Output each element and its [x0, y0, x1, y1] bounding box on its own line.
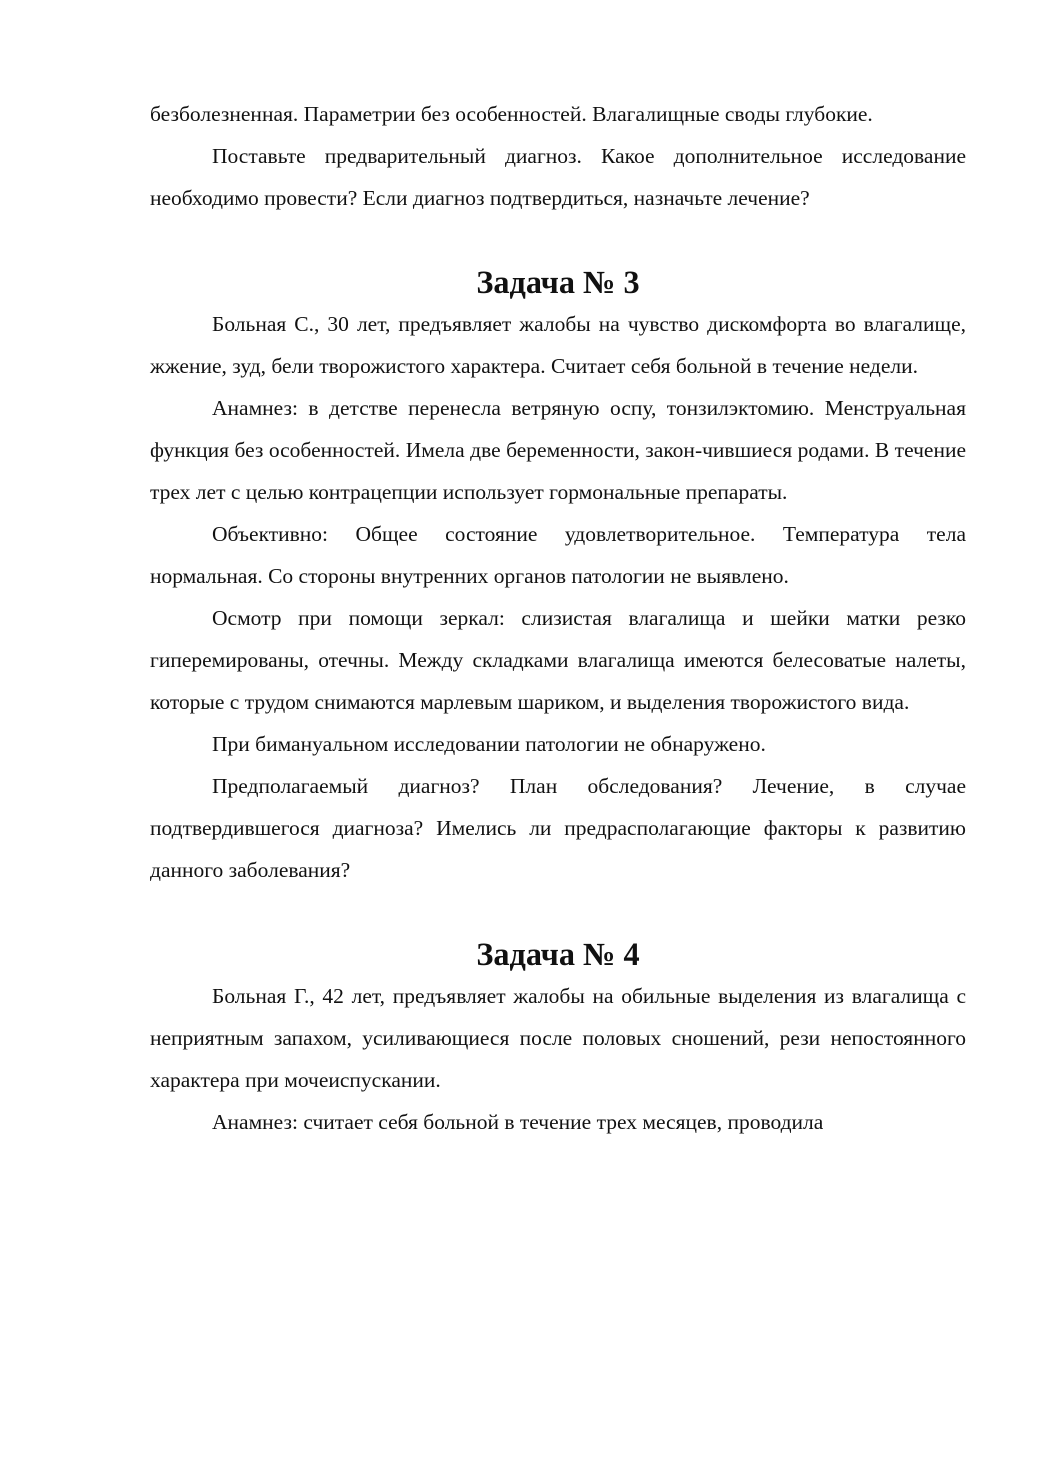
paragraph-complaints: Больная Г., 42 лет, предъявляет жалобы на обильные выделения из влагалища с неприятным запахом, усиливающиеся после половых сношений, рези непостоянного характера при мочеиспускании.: [150, 984, 966, 1092]
paragraph-questions: Предполагаемый диагноз? План обследования? Лечение, в случае подтвердившегося диагноза? Имелись ли предрасполагающие факторы к развитию данного заболевания?: [150, 774, 966, 882]
paragraph-anamnesis: Анамнез: считает себя больной в течение трех месяцев, проводила: [212, 1110, 824, 1134]
paragraph-anamnesis: Анамнез: в детстве перенесла ветряную оспу, тонзилэктомию. Менструальная функция без особенностей. Имела две беременности, закон-чившиеся родами. В течение трех лет с целью контрацепции использует гормональные препараты.: [150, 396, 966, 504]
task-3-heading: Задача № 3: [476, 264, 640, 300]
paragraph-complaints: Больная С., 30 лет, предъявляет жалобы на чувство дискомфорта во влагалище, жжение, зуд, бели творожистого характера. Считает себя больной в течение недели.: [150, 312, 966, 378]
paragraph-continuation: безболезненная. Параметрии без особенностей. Влагалищные своды глубокие.: [150, 102, 873, 126]
section-gap: [150, 219, 966, 261]
paragraph-objective: Объективно: Общее состояние удовлетворительное. Температура тела нормальная. Со стороны внутренних органов патологии не выявлено.: [150, 522, 966, 588]
paragraph-task-question: Поставьте предварительный диагноз. Какое дополнительное исследование необходимо провести? Если диагноз подтвердиться, назначьте лечение?: [150, 144, 966, 210]
paragraph-speculum-exam: Осмотр при помощи зеркал: слизистая влагалища и шейки матки резко гиперемированы, отечны. Между складками влагалища имеются белесоватые налеты, которые с трудом снимаются марлевым шариком, и выделения творожистого вида.: [150, 606, 966, 714]
paragraph-bimanual-exam: При бимануальном исследовании патологии не обнаружено.: [212, 732, 766, 756]
document-page: [150, 93, 966, 1143]
section-gap: [150, 891, 966, 933]
task-4-heading: Задача № 4: [476, 936, 640, 972]
